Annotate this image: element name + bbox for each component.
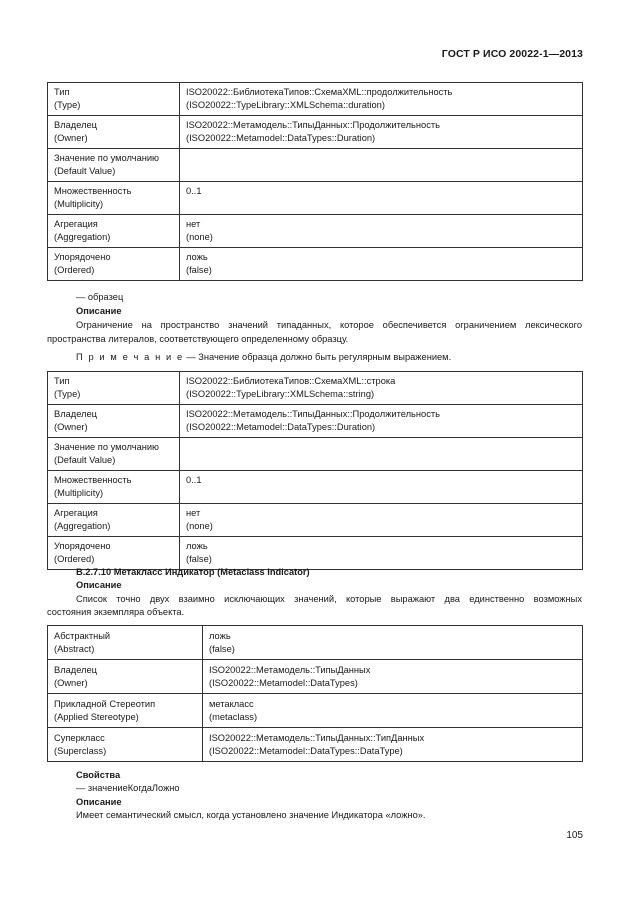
property-name: Множественность — [54, 475, 132, 485]
table-row — [48, 405, 583, 438]
property-value: ISO20022::Метамодель::ТипыДанных — [209, 665, 371, 675]
property-name: Владелец — [54, 665, 98, 675]
property-value-en: (none) — [186, 232, 213, 242]
property-value: 0..1 — [186, 186, 202, 196]
description-text: Имеет семантический смысл, когда установлено значение Индикатора «ложно». — [76, 810, 426, 820]
properties-table-duration — [47, 82, 583, 281]
property-name: Суперкласс — [54, 733, 105, 743]
property-name-cell — [48, 504, 180, 537]
property-value: ложь — [209, 631, 231, 641]
property-name-cell — [48, 215, 180, 248]
property-name: Тип — [54, 376, 70, 386]
property-value-en: (false) — [186, 265, 212, 275]
document-id-header: ГОСТ Р ИСО 20022-1—2013 — [441, 48, 583, 60]
property-value-cell — [180, 438, 583, 471]
property-name: Множественность — [54, 186, 132, 196]
property-name-en: (Applied Stereotype) — [54, 712, 139, 722]
properties-table-pattern — [47, 371, 583, 570]
property-name: Абстрактный — [54, 631, 111, 641]
property-name-cell — [48, 438, 180, 471]
property-value-cell — [203, 728, 583, 762]
property-value: ISO20022::БиблиотекаТипов::СхемаXML::строка — [186, 376, 396, 386]
property-value: ложь — [186, 252, 208, 262]
note-paragraph — [76, 350, 451, 364]
property-value-cell — [203, 694, 583, 728]
section-heading-metaclass-indicator: В.2.7.10 Метакласс Индикатор (Metaclass Indicator) — [76, 567, 310, 577]
description-text-line-1: Список точно двух взаимно исключающих значений, которые выражают два единственно возможных — [76, 594, 582, 604]
property-value: нет — [186, 219, 201, 229]
note-label: П р и м е ч а н и е — [76, 352, 184, 362]
property-name-en: (Superclass) — [54, 746, 107, 756]
property-name: Прикладной Стереотип — [54, 699, 156, 709]
property-value-en: (ISO20022::Metamodel::DataTypes::Duration) — [186, 422, 376, 432]
property-name-cell — [48, 405, 180, 438]
property-name-en: (Default Value) — [54, 455, 116, 465]
property-name-cell — [48, 694, 203, 728]
property-name-cell — [48, 116, 180, 149]
table-row — [48, 660, 583, 694]
property-name-en: (Owner) — [54, 422, 88, 432]
property-value: ISO20022::БиблиотекаТипов::СхемаXML::продолжительность — [186, 87, 453, 97]
property-name-en: (Multiplicity) — [54, 199, 104, 209]
property-value-cell — [180, 504, 583, 537]
property-value: метакласс — [209, 699, 254, 709]
property-name: Агрегация — [54, 219, 98, 229]
table-row — [48, 504, 583, 537]
property-value-cell — [180, 471, 583, 504]
description-heading: Описание — [76, 306, 122, 316]
property-value: нет — [186, 508, 201, 518]
property-value-cell — [203, 626, 583, 660]
property-value-cell — [180, 248, 583, 281]
property-name-en: (Ordered) — [54, 265, 95, 275]
property-name-en: (Owner) — [54, 678, 88, 688]
property-name-cell — [48, 372, 180, 405]
page-number: 105 — [566, 830, 583, 841]
property-value-cell — [180, 182, 583, 215]
table-row — [48, 248, 583, 281]
property-value-en: (none) — [186, 521, 213, 531]
property-name-cell — [48, 660, 203, 694]
property-name-cell — [48, 471, 180, 504]
property-value-en: (false) — [186, 554, 212, 564]
property-value-cell — [180, 215, 583, 248]
table-row — [48, 471, 583, 504]
property-name: Значение по умолчанию — [54, 153, 160, 163]
table-row — [48, 215, 583, 248]
property-value-cell — [203, 660, 583, 694]
description-text-line-2: состояния экземпляра объекта. — [47, 607, 185, 617]
property-name-cell — [48, 182, 180, 215]
table-row — [48, 116, 583, 149]
table-row — [48, 372, 583, 405]
property-name: Владелец — [54, 120, 98, 130]
property-value-en: (ISO20022::Metamodel::DataTypes::DataType) — [209, 746, 403, 756]
property-name-cell — [48, 248, 180, 281]
note-text: — Значение образца должно быть регулярным выражением. — [183, 352, 452, 362]
metaclass-indicator-table — [47, 625, 583, 762]
table-row — [48, 626, 583, 660]
property-name-en: (Ordered) — [54, 554, 95, 564]
property-name-en: (Aggregation) — [54, 521, 111, 531]
property-name-cell — [48, 626, 203, 660]
property-value-en: (false) — [209, 644, 235, 654]
properties-heading: Свойства — [76, 770, 121, 780]
property-name: Упорядочено — [54, 541, 111, 551]
property-item-pattern: — образец — [76, 292, 124, 302]
property-value-cell — [180, 116, 583, 149]
property-name-en: (Default Value) — [54, 166, 116, 176]
property-value-en: (ISO20022::Metamodel::DataTypes::Duration) — [186, 133, 376, 143]
table-row — [48, 728, 583, 762]
table-row — [48, 83, 583, 116]
description-text-line-1: Ограничение на пространство значений типаданных, которое обеспечивется ограничением лексического — [76, 320, 582, 330]
property-value-en: (ISO20022::TypeLibrary::XMLSchema::string) — [186, 389, 375, 399]
property-value: ISO20022::Метамодель::ТипыДанных::ТипДанных — [209, 733, 425, 743]
property-name: Тип — [54, 87, 70, 97]
property-name-cell — [48, 149, 180, 182]
property-name-en: (Aggregation) — [54, 232, 111, 242]
property-value-en: (ISO20022::TypeLibrary::XMLSchema::duration) — [186, 100, 385, 110]
property-name-cell — [48, 728, 203, 762]
property-value: 0..1 — [186, 475, 202, 485]
property-value-cell — [180, 83, 583, 116]
property-name: Агрегация — [54, 508, 98, 518]
table-row — [48, 182, 583, 215]
property-value-en: (ISO20022::Metamodel::DataTypes) — [209, 678, 358, 688]
property-name: Упорядочено — [54, 252, 111, 262]
description-text-line-2: пространства литералов, соответствующего определенному образцу. — [47, 334, 349, 344]
property-item-value-when-false: — значениеКогдаЛожно — [76, 783, 180, 793]
property-value: ISO20022::Метамодель::ТипыДанных::Продолжительность — [186, 409, 440, 419]
property-name-en: (Multiplicity) — [54, 488, 104, 498]
property-name-en: (Abstract) — [54, 644, 95, 654]
property-value-cell — [180, 372, 583, 405]
property-value-cell — [180, 149, 583, 182]
property-name: Значение по умолчанию — [54, 442, 160, 452]
table-row — [48, 438, 583, 471]
property-name-cell — [48, 83, 180, 116]
property-name-en: (Type) — [54, 100, 81, 110]
table-row — [48, 149, 583, 182]
property-name-en: (Type) — [54, 389, 81, 399]
property-name: Владелец — [54, 409, 98, 419]
property-value-en: (metaclass) — [209, 712, 258, 722]
property-name-en: (Owner) — [54, 133, 88, 143]
property-value-cell — [180, 405, 583, 438]
property-value: ложь — [186, 541, 208, 551]
description-heading: Описание — [76, 797, 122, 807]
property-value: ISO20022::Метамодель::ТипыДанных::Продолжительность — [186, 120, 440, 130]
description-heading: Описание — [76, 580, 122, 590]
table-row — [48, 694, 583, 728]
